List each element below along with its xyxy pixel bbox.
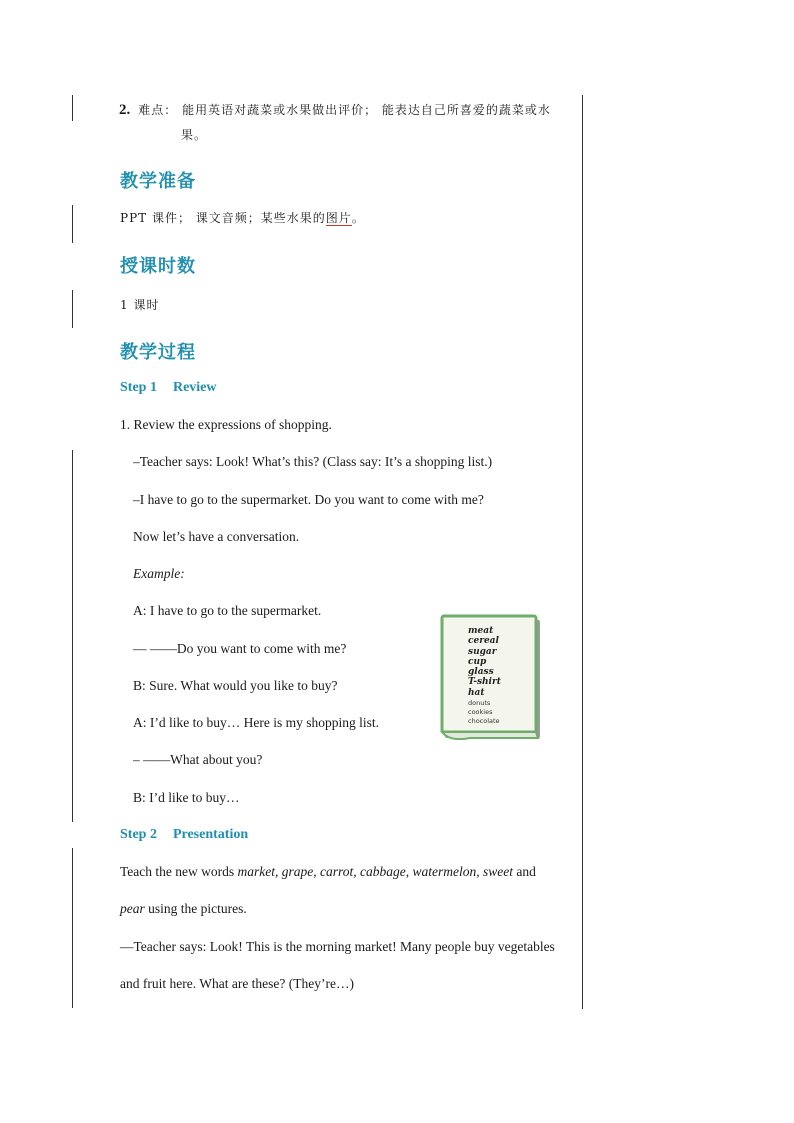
shopping-list-image (440, 614, 542, 744)
prep-heading: 教学准备 (120, 171, 196, 192)
shopping-list-item: donuts (468, 699, 491, 708)
step1-line-2: –I have to go to the supermarket. Do you want to come with me? (133, 492, 484, 507)
step2-teach-line-2 (120, 901, 247, 917)
right-margin-line (582, 95, 583, 1009)
step2-heading (120, 827, 248, 843)
shopping-list-item: glass (468, 667, 494, 678)
step2-teacher-line-1: —Teacher says: Look! This is the morning market! Many people buy vegetables (120, 939, 555, 954)
dialogue-line-2: — ——Do you want to come with me? (133, 641, 347, 656)
dialogue-line-5: – ——What about you? (133, 752, 263, 767)
difficulty-text: 难点： 能用英语对蔬菜或水果做出评价； 能表达自己所喜爱的蔬菜或水 (138, 103, 551, 117)
difficulty-line-1 (119, 101, 551, 119)
left-margin-line-2 (72, 205, 73, 243)
shopping-list-item: hat (468, 687, 485, 698)
dialogue-line-3: B: Sure. What would you like to buy? (133, 678, 338, 693)
step1-heading (120, 380, 217, 396)
step2-teacher-line-2: and fruit here. What are these? (They’re…) (120, 976, 355, 991)
prep-text-end: 。 (351, 211, 365, 225)
prep-text (120, 209, 365, 226)
dialogue-line-1: A: I have to go to the supermarket. (133, 603, 322, 618)
dialogue-line-4: A: I’d like to buy… Here is my shopping list. (133, 715, 379, 730)
step2-teach-line-1 (120, 864, 536, 880)
handwritten-items (468, 626, 538, 698)
step1-label: Step 1 (120, 380, 157, 395)
hours-text: 1 课时 (120, 298, 160, 312)
left-margin-line-3 (72, 290, 73, 328)
shopping-list-item: sugar (468, 646, 497, 657)
left-margin-line-4 (72, 450, 73, 822)
process-heading: 教学过程 (120, 342, 196, 363)
difficulty-line-2: 果。 (181, 128, 208, 142)
printed-items (468, 699, 538, 726)
hours-heading: 授课时数 (120, 256, 196, 277)
step1-point: 1. Review the expressions of shopping. (120, 417, 332, 432)
shopping-list-item: cup (468, 656, 487, 667)
example-label: Example: (133, 566, 185, 581)
left-margin-line-1 (72, 95, 73, 121)
step2-label: Step 2 (120, 827, 157, 842)
teach-prefix: Teach the new words (120, 864, 238, 879)
prep-text-underlined: 图片 (325, 211, 352, 225)
teach-words: market, grape, carrot, cabbage, watermelon, sweet (237, 864, 513, 879)
prep-text-main: PPT 课件； 课文音频；某些水果的 (120, 211, 326, 225)
shopping-list-item: cereal (468, 636, 499, 647)
left-margin-line-5 (72, 848, 73, 1008)
teach-and: and (512, 864, 536, 879)
step1-line-1: –Teacher says: Look! What’s this? (Class say: It’s a shopping list.) (133, 454, 493, 469)
teach-word-last: pear (120, 901, 145, 916)
difficulty-number: 2. (119, 102, 131, 118)
step1-line-3: Now let’s have a conversation. (133, 529, 300, 544)
shopping-list-item: cookies (468, 708, 493, 717)
dialogue-line-6: B: I’d like to buy… (133, 790, 240, 805)
shopping-list-items (468, 626, 538, 726)
step1-title: Review (172, 380, 217, 395)
step2-title: Presentation (172, 827, 249, 842)
shopping-list-item: chocolate (468, 717, 500, 726)
shopping-list-item: meat (468, 626, 494, 636)
shopping-list-item: T-shirt (468, 677, 501, 688)
teach-suffix: using the pictures. (144, 901, 247, 916)
